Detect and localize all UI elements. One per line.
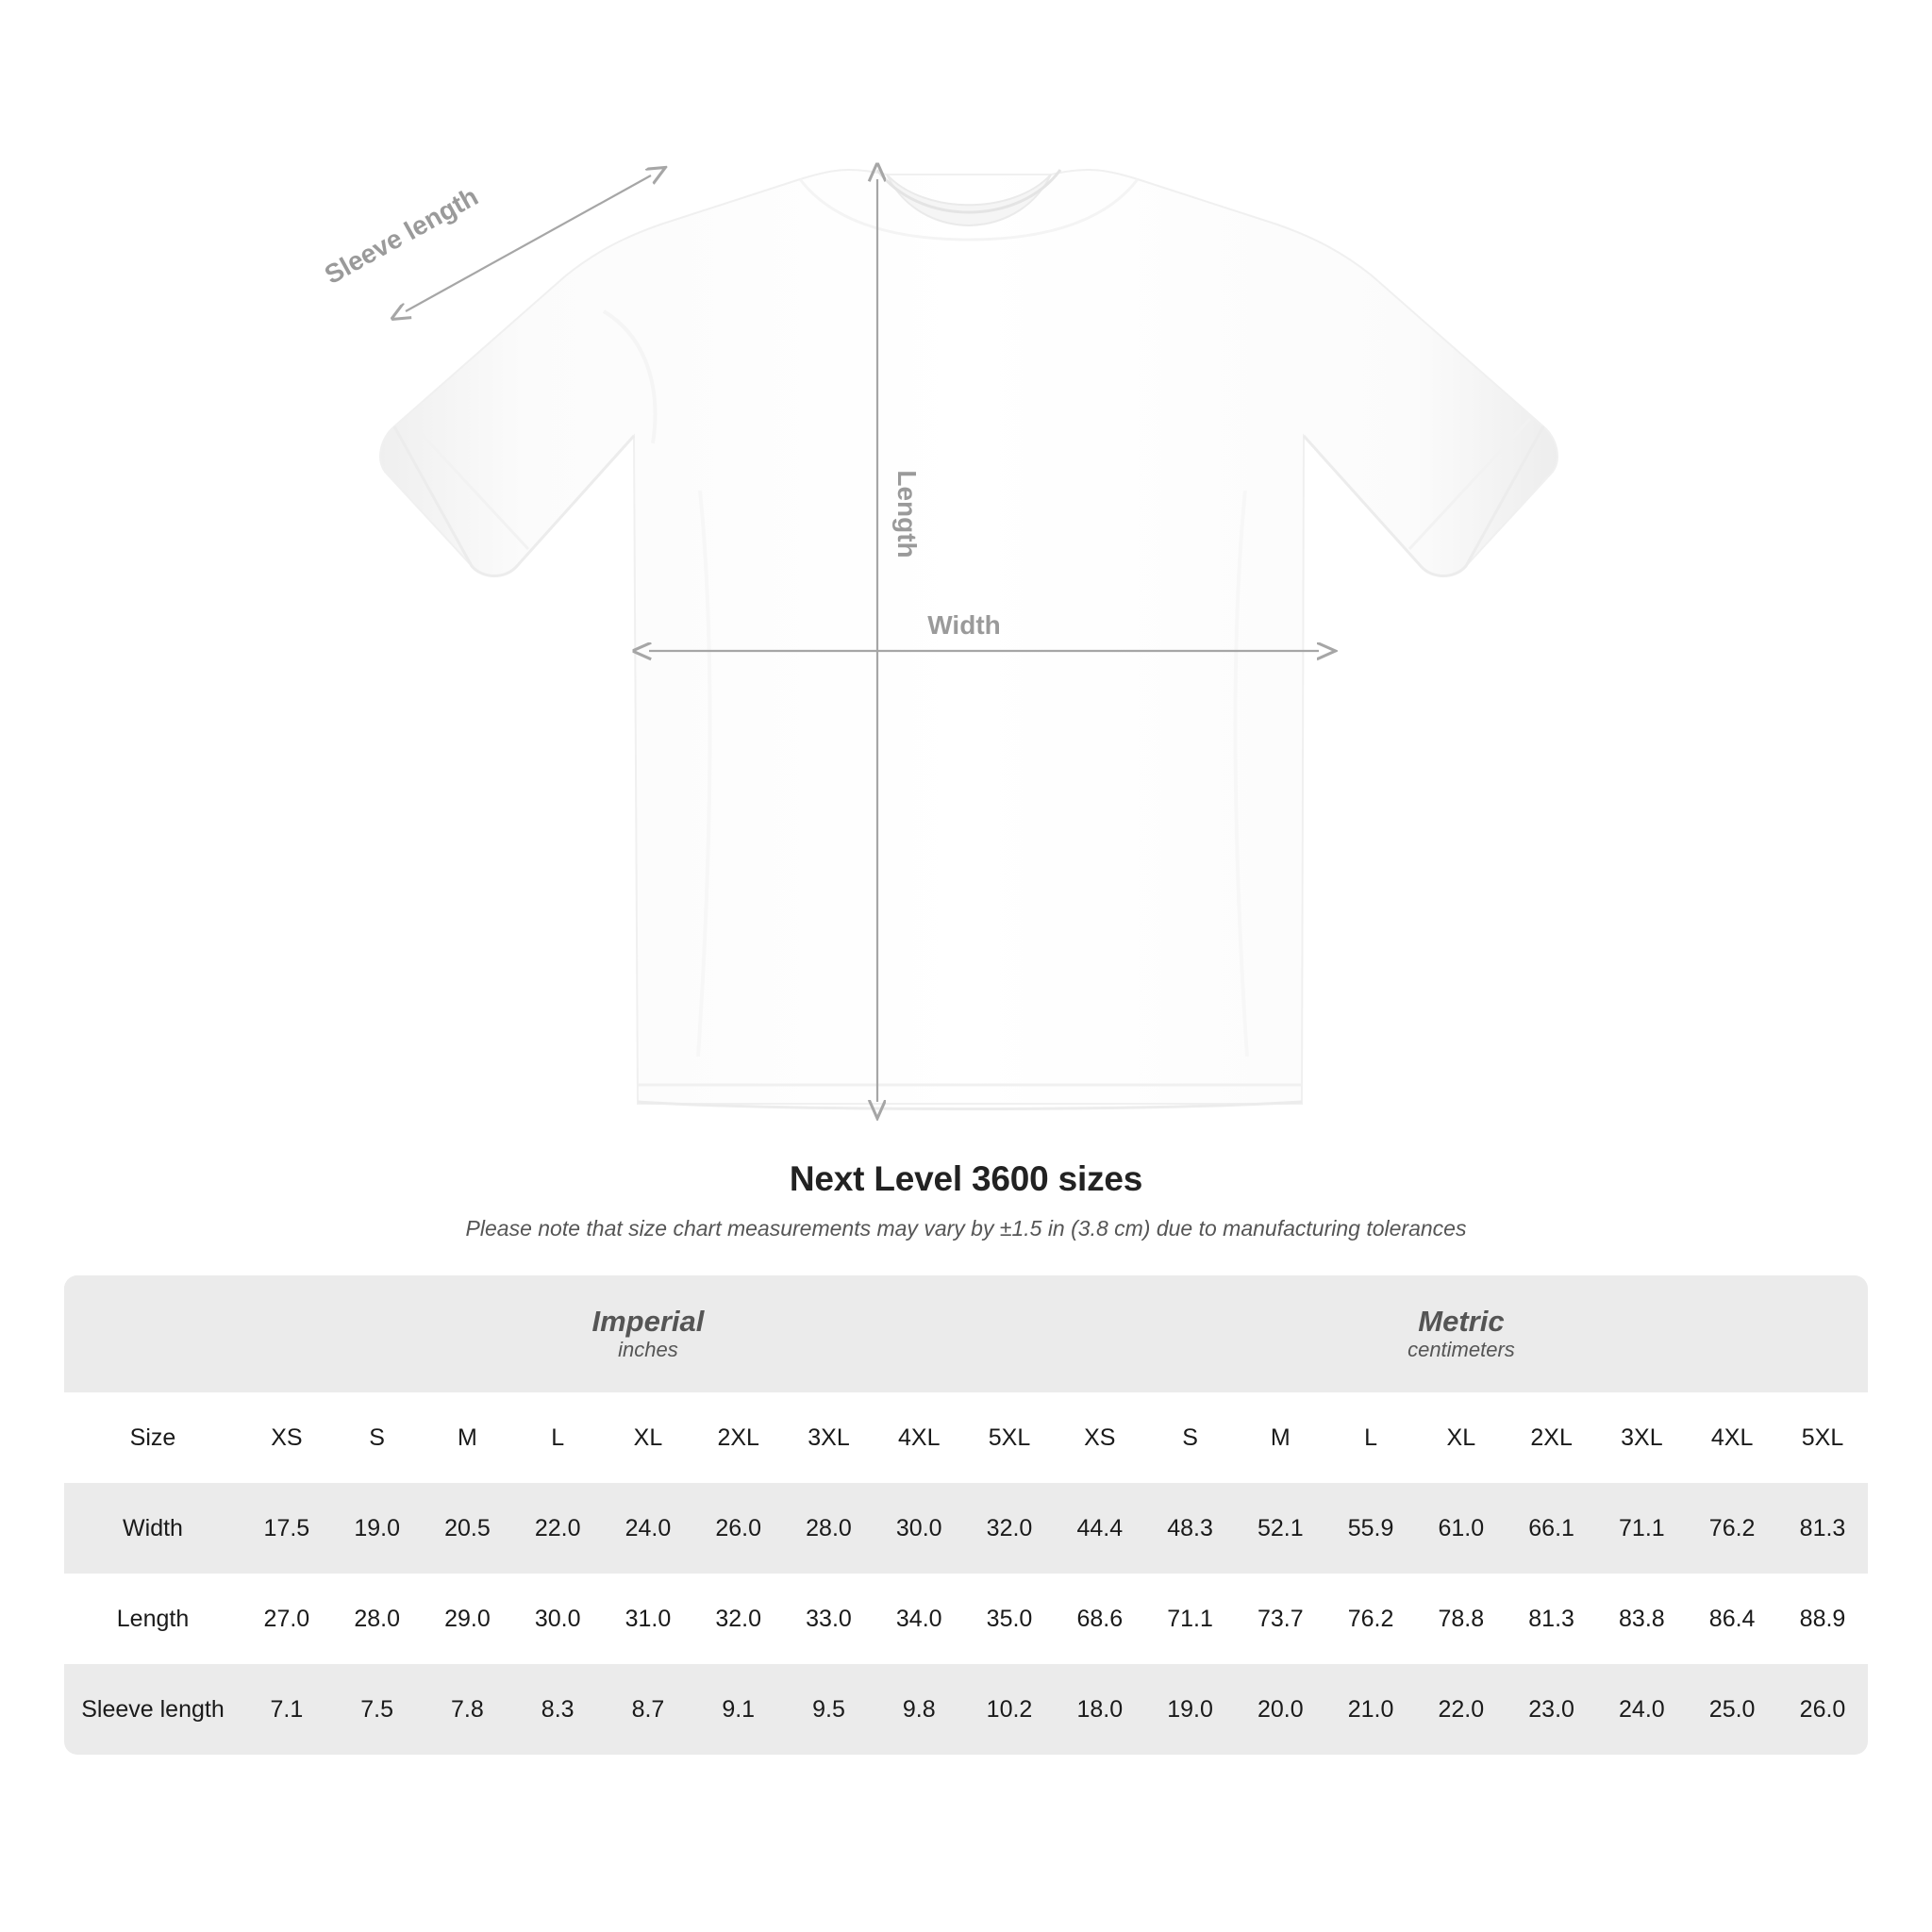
- row-label-length: Length: [116, 1605, 190, 1632]
- table-cell: 26.0: [715, 1514, 762, 1541]
- table-cell: 35.0: [986, 1605, 1033, 1632]
- width-label: Width: [927, 610, 1001, 640]
- tolerance-note: Please note that size chart measurements may vary by ±1.5 in (3.8 cm) due to manufacturing tolerances: [465, 1216, 1467, 1241]
- table-cell: 19.0: [354, 1514, 400, 1541]
- table-cell: 23.0: [1528, 1695, 1574, 1723]
- imperial-unit-label: inches: [618, 1338, 678, 1362]
- table-cell: 71.1: [1619, 1514, 1665, 1541]
- table-cell: 61.0: [1438, 1514, 1485, 1541]
- table-cell: 52.1: [1257, 1514, 1304, 1541]
- table-cell: 48.3: [1167, 1514, 1213, 1541]
- table-row: [64, 1574, 1868, 1664]
- size-header-cell: XL: [633, 1424, 663, 1451]
- size-row-label: Size: [129, 1424, 176, 1451]
- table-cell: 24.0: [625, 1514, 672, 1541]
- size-header-cell: XS: [271, 1424, 303, 1451]
- size-header-cell: 4XL: [1710, 1424, 1754, 1451]
- table-cell: 9.5: [812, 1695, 845, 1723]
- title-block: [0, 1159, 1932, 1241]
- size-table: [64, 1275, 1868, 1755]
- table-cell: 7.1: [270, 1695, 304, 1723]
- table-cell: 32.0: [986, 1514, 1033, 1541]
- size-header-cell: XS: [1084, 1424, 1116, 1451]
- table-cell: 32.0: [715, 1605, 762, 1632]
- table-cell: 28.0: [806, 1514, 852, 1541]
- table-cell: 17.5: [263, 1514, 310, 1541]
- table-cell: 71.1: [1167, 1605, 1213, 1632]
- size-header-cell: M: [1270, 1424, 1291, 1451]
- table-cell: 26.0: [1799, 1695, 1846, 1723]
- size-header-cell: S: [369, 1424, 385, 1451]
- table-cell: 73.7: [1257, 1605, 1304, 1632]
- table-cell: 34.0: [895, 1605, 942, 1632]
- row-label-sleeve-length: Sleeve length: [81, 1695, 225, 1723]
- imperial-group-header: [242, 1275, 1055, 1392]
- size-header-cell: L: [1364, 1424, 1378, 1451]
- table-cell: 20.5: [444, 1514, 491, 1541]
- table-cell: 22.0: [534, 1514, 581, 1541]
- size-header-row: [64, 1392, 1868, 1483]
- table-cell: 20.0: [1257, 1695, 1304, 1723]
- table-cell: 7.5: [360, 1695, 394, 1723]
- table-cell: 22.0: [1438, 1695, 1485, 1723]
- table-cell: 9.8: [902, 1695, 936, 1723]
- table-cell: 8.3: [541, 1695, 575, 1723]
- unit-band-row: [64, 1275, 1868, 1392]
- table-cell: 21.0: [1347, 1695, 1394, 1723]
- table-cell: 18.0: [1076, 1695, 1124, 1723]
- length-label: Length: [892, 470, 922, 558]
- metric-unit-label: centimeters: [1407, 1338, 1515, 1362]
- table-cell: 83.8: [1619, 1605, 1665, 1632]
- table-row: [64, 1483, 1868, 1574]
- metric-group-header: [1055, 1275, 1868, 1392]
- table-cell: 81.3: [1799, 1514, 1846, 1541]
- page-title: Next Level 3600 sizes: [789, 1159, 1143, 1198]
- size-header-cell: 3XL: [808, 1424, 850, 1451]
- table-cell: 9.1: [722, 1695, 756, 1723]
- table-cell: 68.6: [1076, 1605, 1124, 1632]
- size-header-cell: 3XL: [1621, 1424, 1663, 1451]
- size-header-cell: L: [551, 1424, 565, 1451]
- table-cell: 30.0: [534, 1605, 581, 1632]
- table-cell: 88.9: [1799, 1605, 1846, 1632]
- table-cell: 44.4: [1076, 1514, 1124, 1541]
- sleeve-length-label: Sleeve length: [319, 181, 483, 291]
- table-cell: 30.0: [895, 1514, 942, 1541]
- table-cell: 24.0: [1619, 1695, 1665, 1723]
- table-cell: 19.0: [1167, 1695, 1213, 1723]
- table-cell: 66.1: [1528, 1514, 1574, 1541]
- row-label-width: Width: [123, 1514, 183, 1541]
- metric-system-label: Metric: [1418, 1304, 1505, 1338]
- table-cell: 25.0: [1708, 1695, 1756, 1723]
- table-cell: 33.0: [806, 1605, 852, 1632]
- table-cell: 29.0: [444, 1605, 491, 1632]
- size-header-cell: 2XL: [717, 1424, 759, 1451]
- table-cell: 76.2: [1708, 1514, 1756, 1541]
- size-header-cell: S: [1182, 1424, 1198, 1451]
- table-cell: 31.0: [625, 1605, 672, 1632]
- size-header-cell: XL: [1446, 1424, 1476, 1451]
- table-cell: 55.9: [1347, 1514, 1394, 1541]
- size-table-wrapper: [64, 1275, 1868, 1755]
- table-cell: 86.4: [1708, 1605, 1756, 1632]
- table-cell: 81.3: [1528, 1605, 1574, 1632]
- size-header-cell: 5XL: [988, 1424, 1031, 1451]
- size-header-cell: 2XL: [1530, 1424, 1573, 1451]
- table-cell: 8.7: [631, 1695, 665, 1723]
- table-cell: 78.8: [1438, 1605, 1485, 1632]
- size-header-cell: 4XL: [898, 1424, 941, 1451]
- imperial-system-label: Imperial: [591, 1304, 705, 1338]
- size-header-cell: 5XL: [1801, 1424, 1844, 1451]
- table-cell: 76.2: [1347, 1605, 1394, 1632]
- table-cell: 10.2: [986, 1695, 1033, 1723]
- band-corner: [64, 1275, 242, 1392]
- table-cell: 28.0: [354, 1605, 400, 1632]
- table-row: [64, 1664, 1868, 1755]
- table-cell: 27.0: [263, 1605, 310, 1632]
- table-cell: 7.8: [451, 1695, 484, 1723]
- size-header-cell: M: [458, 1424, 477, 1451]
